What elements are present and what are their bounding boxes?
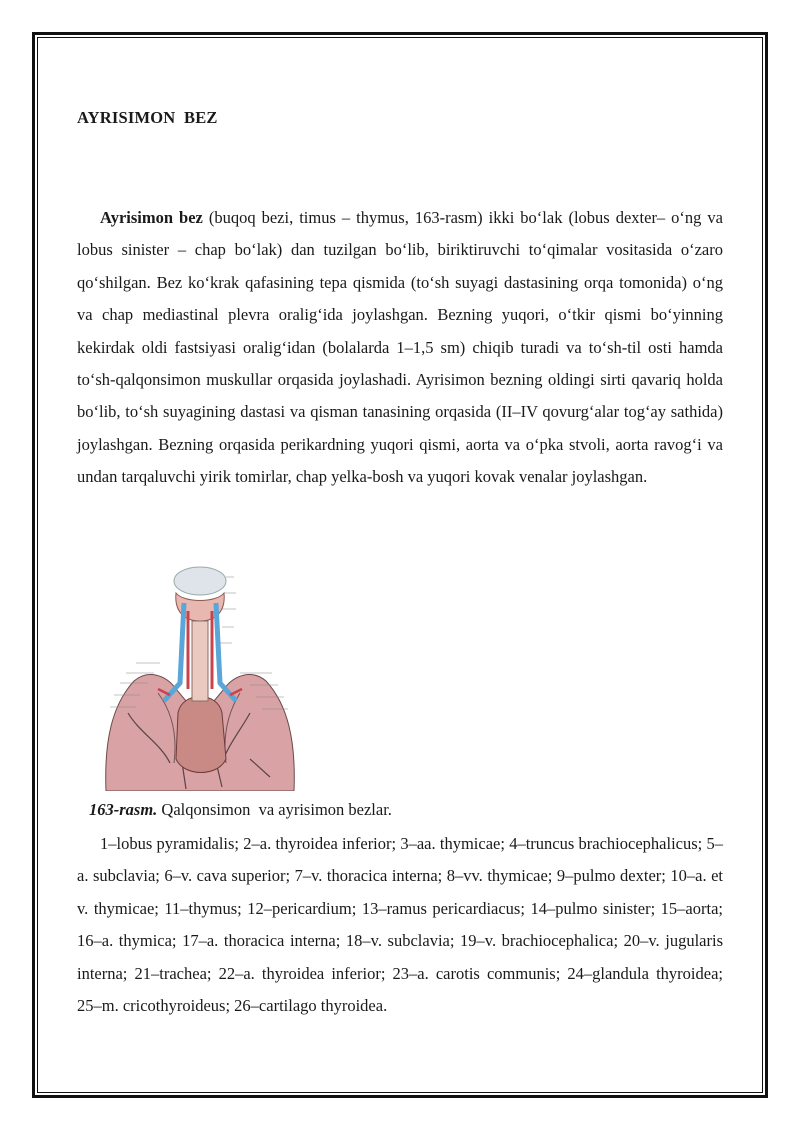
figure-caption [89, 800, 392, 820]
anatomy-illustration-icon [100, 563, 300, 791]
figure-legend [77, 828, 723, 1022]
paragraph-term: Ayrisimon bez [100, 208, 203, 227]
paragraph-text: (buqoq bezi, timus – thymus, 163-rasm) ikki bo‘lak (lobus dexter– o‘ng va lobus sinister – chap bo‘lak) dan tuzilgan bo‘lib, biriktiruvchi to‘qimalar vositasida o‘zaro qo‘shilgan. Bez ko‘krak qafasining tepa qismida (to‘sh suyagi dastasining orqa tomonida) o‘ng va chap mediastinal plevra oralig‘ida joylashgan. Bezning yuqori, o‘tkir qismi bo‘yinning kekirdak oldi fastsiyasi oralig‘idan (bolalarda 1–1,5 sm) chiqib turadi va to‘sh-til osti hamda to‘sh-qalqonsimon muskullar orqasida joylashadi. Ayrisimon bezning oldingi sirti qavariq holda bo‘lib, to‘sh suyagining dastasi va qisman tanasining orqasida (II–IV qovurg‘alar tog‘ay sathida) joylashgan. Bezning orqasida perikardning yuqori qismi, aorta va o‘pka stvoli, aorta ravog‘i va undan tarqaluvchi yirik tomirlar, chap yelka-bosh va yuqori kovak venalar joylashgan. [77, 208, 723, 487]
section-heading: AYRISIMON BEZ [77, 108, 218, 127]
figure-caption-text: Qalqonsimon va ayrisimon bezlar. [157, 800, 392, 819]
thymus-anatomy-figure [100, 563, 300, 791]
figure-caption-label: 163-rasm. [89, 800, 158, 819]
body-paragraph [77, 202, 723, 494]
figure-legend-text: 1–lobus pyramidalis; 2–a. thyroidea inferior; 3–aa. thymicae; 4–truncus brachiocephalicus; 5–a. subclavia; 6–v. cava superior; 7–v. thoracica interna; 8–vv. thymicae; 9–pulmo dexter; 10–a. et v. thymicae; 11–thymus; 12–pericardium; 13–ramus pericardiacus; 14–pulmo sinister; 15–aorta; 16–a. thymica; 17–a. thoracica interna; 18–v. subclavia; 19–v. brachiocephalica; 20–v. jugularis interna; 21–trachea; 22–a. thyroidea inferior; 23–a. carotis communis; 24–glandula thyroidea; 25–m. cricothyroideus; 26–cartilago thyroidea. [77, 834, 723, 1016]
